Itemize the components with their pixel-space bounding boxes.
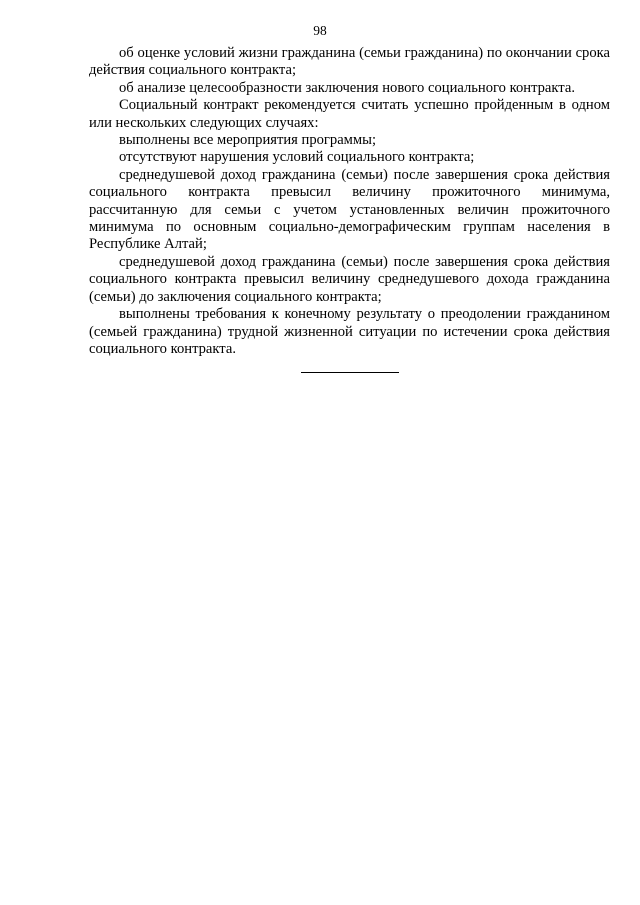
paragraph-living-conditions-assessment: об оценке условий жизни гражданина (семьи гражданина) по окончании срока действия социального контракта;	[89, 45, 610, 79]
paragraph-new-contract-analysis: об анализе целесообразности заключения нового социального контракта.	[119, 79, 575, 96]
page-number: 98	[313, 23, 327, 38]
paragraph-criterion-situation-overcome: выполнены требования к конечному результату о преодолении гражданином (семьей гражданина) трудной жизненной ситуации по истечении срока действия социального контракта.	[89, 306, 610, 357]
paragraph-criterion-income-above-minimum: среднедушевой доход гражданина (семьи) после завершения срока действия социального контракта превысил величину прожиточного минимума, рассчитанную для семьи с учетом установленных величин прожиточного минимума по основным социально-демографическим группам населения в Республике Алтай;	[89, 166, 610, 253]
document-body	[89, 45, 610, 358]
end-separator-line	[301, 372, 399, 373]
paragraph-success-criteria-intro: Социальный контракт рекомендуется считать успешно пройденным в одном или нескольких следующих случаях:	[89, 97, 610, 131]
paragraph-criterion-income-increase: среднедушевой доход гражданина (семьи) после завершения срока действия социального контракта превысил величину среднедушевого дохода гражданина (семьи) до заключения социального контракта;	[89, 253, 610, 305]
paragraph-criterion-no-violations: отсутствуют нарушения условий социального контракта;	[119, 149, 475, 166]
paragraph-criterion-all-activities: выполнены все мероприятия программы;	[119, 132, 377, 149]
